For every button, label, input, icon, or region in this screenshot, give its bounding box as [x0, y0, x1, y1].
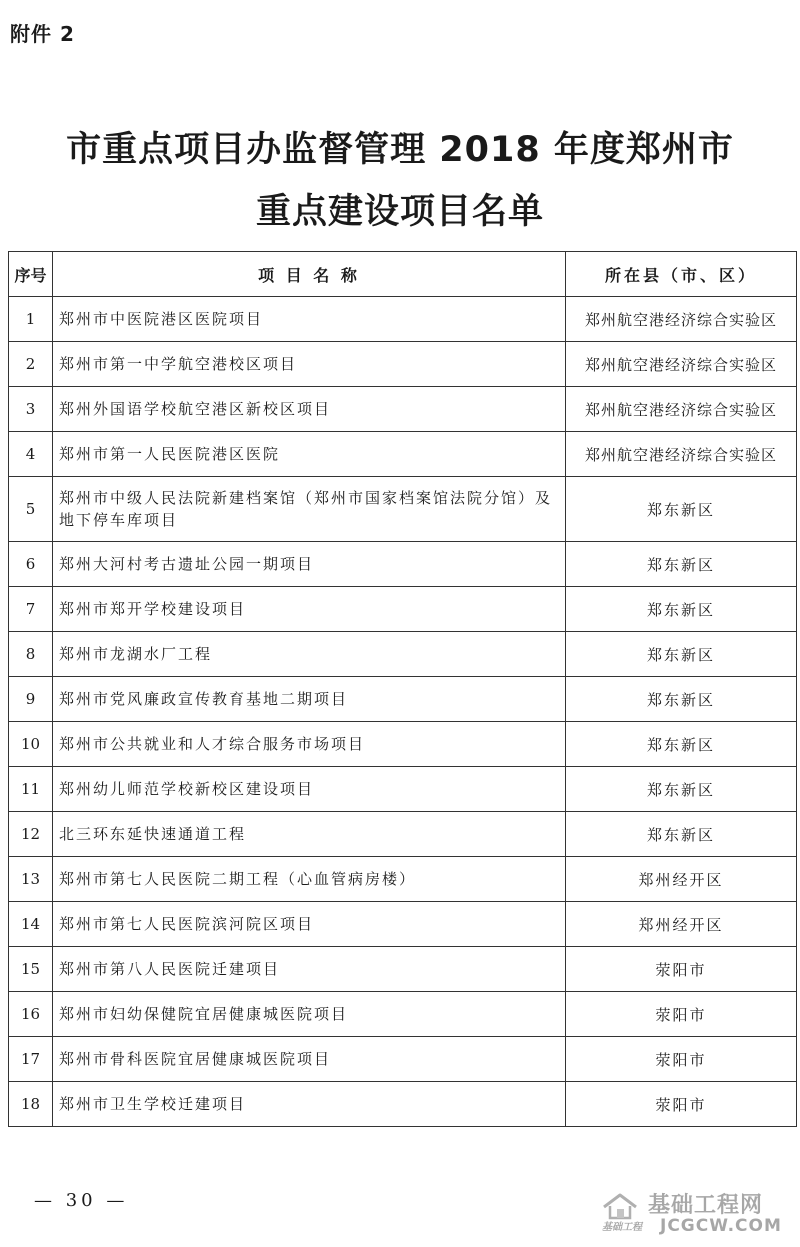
- house-logo-icon: [602, 1192, 638, 1220]
- row-seq: 12: [9, 812, 53, 857]
- watermark-url: JCGCW.COM: [660, 1216, 782, 1236]
- row-project-name: 郑州市第一中学航空港校区项目: [53, 342, 566, 387]
- row-seq: 16: [9, 992, 53, 1037]
- table-row: [9, 992, 797, 1037]
- row-seq: 2: [9, 342, 53, 387]
- document-title-line-2: 重点建设项目名单: [255, 192, 544, 232]
- table-row: [9, 677, 797, 722]
- watermark: [596, 1188, 786, 1238]
- table-row: [9, 587, 797, 632]
- row-location: 荥阳市: [566, 1037, 797, 1082]
- row-location: 郑州航空港经济综合实验区: [566, 342, 797, 387]
- row-location: 郑东新区: [566, 677, 797, 722]
- row-location: 郑东新区: [566, 477, 797, 542]
- row-location: 郑州航空港经济综合实验区: [566, 432, 797, 477]
- row-project-name: 郑州市公共就业和人才综合服务市场项目: [53, 722, 566, 767]
- row-location: 郑东新区: [566, 542, 797, 587]
- row-project-name: 郑州市党风廉政宣传教育基地二期项目: [53, 677, 566, 722]
- row-project-name: 郑州市第七人民医院滨河院区项目: [53, 902, 566, 947]
- table-row: [9, 947, 797, 992]
- row-seq: 18: [9, 1082, 53, 1127]
- row-project-name: 郑州幼儿师范学校新校区建设项目: [53, 767, 566, 812]
- row-location: 郑东新区: [566, 632, 797, 677]
- table-row: [9, 297, 797, 342]
- table-row: [9, 387, 797, 432]
- row-location: 荥阳市: [566, 992, 797, 1037]
- page-number: — 30 —: [34, 1190, 129, 1211]
- header-seq: 序号: [9, 252, 53, 297]
- row-project-name: 郑州市第七人民医院二期工程（心血管病房楼）: [53, 857, 566, 902]
- row-project-name: 郑州市妇幼保健院宜居健康城医院项目: [53, 992, 566, 1037]
- row-seq: 6: [9, 542, 53, 587]
- row-seq: 5: [9, 477, 53, 542]
- row-location: 郑州经开区: [566, 857, 797, 902]
- table-row: [9, 1082, 797, 1127]
- row-project-name: 郑州市第一人民医院港区医院: [53, 432, 566, 477]
- row-location: 荥阳市: [566, 1082, 797, 1127]
- row-project-name: 郑州外国语学校航空港区新校区项目: [53, 387, 566, 432]
- row-location: 郑州经开区: [566, 902, 797, 947]
- table-row: [9, 342, 797, 387]
- table-row: [9, 542, 797, 587]
- row-project-name: 北三环东延快速通道工程: [53, 812, 566, 857]
- header-location: 所在县（市、区）: [566, 252, 797, 297]
- row-location: 郑东新区: [566, 767, 797, 812]
- row-project-name: 郑州市龙湖水厂工程: [53, 632, 566, 677]
- document-title-line-1: 市重点项目办监督管理 2018 年度郑州市: [66, 130, 734, 170]
- table-row: [9, 902, 797, 947]
- row-seq: 15: [9, 947, 53, 992]
- row-seq: 17: [9, 1037, 53, 1082]
- row-project-name: 郑州市中医院港区医院项目: [53, 297, 566, 342]
- row-location: 郑州航空港经济综合实验区: [566, 387, 797, 432]
- table-row: [9, 432, 797, 477]
- header-project-name: 项 目 名 称: [53, 252, 566, 297]
- table-row: [9, 857, 797, 902]
- row-location: 郑州航空港经济综合实验区: [566, 297, 797, 342]
- table-row: [9, 767, 797, 812]
- row-location: 郑东新区: [566, 722, 797, 767]
- table-row: [9, 722, 797, 767]
- row-seq: 10: [9, 722, 53, 767]
- row-seq: 8: [9, 632, 53, 677]
- table-row: [9, 812, 797, 857]
- attachment-label: 附件 2: [10, 22, 75, 46]
- row-location: 郑东新区: [566, 587, 797, 632]
- row-seq: 14: [9, 902, 53, 947]
- table-header-row: [9, 252, 797, 297]
- row-seq: 11: [9, 767, 53, 812]
- row-project-name: 郑州市郑开学校建设项目: [53, 587, 566, 632]
- row-seq: 9: [9, 677, 53, 722]
- table-row: [9, 1037, 797, 1082]
- row-seq: 4: [9, 432, 53, 477]
- row-project-name: 郑州市卫生学校迁建项目: [53, 1082, 566, 1127]
- watermark-seal: 基础工程: [602, 1222, 642, 1233]
- row-project-name: 郑州市骨科医院宜居健康城医院项目: [53, 1037, 566, 1082]
- row-project-name: 郑州市中级人民法院新建档案馆（郑州市国家档案馆法院分馆）及地下停车库项目: [53, 477, 566, 542]
- row-project-name: 郑州大河村考古遗址公园一期项目: [53, 542, 566, 587]
- row-seq: 13: [9, 857, 53, 902]
- row-location: 郑东新区: [566, 812, 797, 857]
- row-location: 荥阳市: [566, 947, 797, 992]
- row-project-name: 郑州市第八人民医院迁建项目: [53, 947, 566, 992]
- table-row: [9, 632, 797, 677]
- watermark-site-name: 基础工程网: [648, 1193, 764, 1218]
- row-seq: 7: [9, 587, 53, 632]
- row-seq: 1: [9, 297, 53, 342]
- table-row: [9, 477, 797, 542]
- row-seq: 3: [9, 387, 53, 432]
- project-table: [8, 251, 797, 1127]
